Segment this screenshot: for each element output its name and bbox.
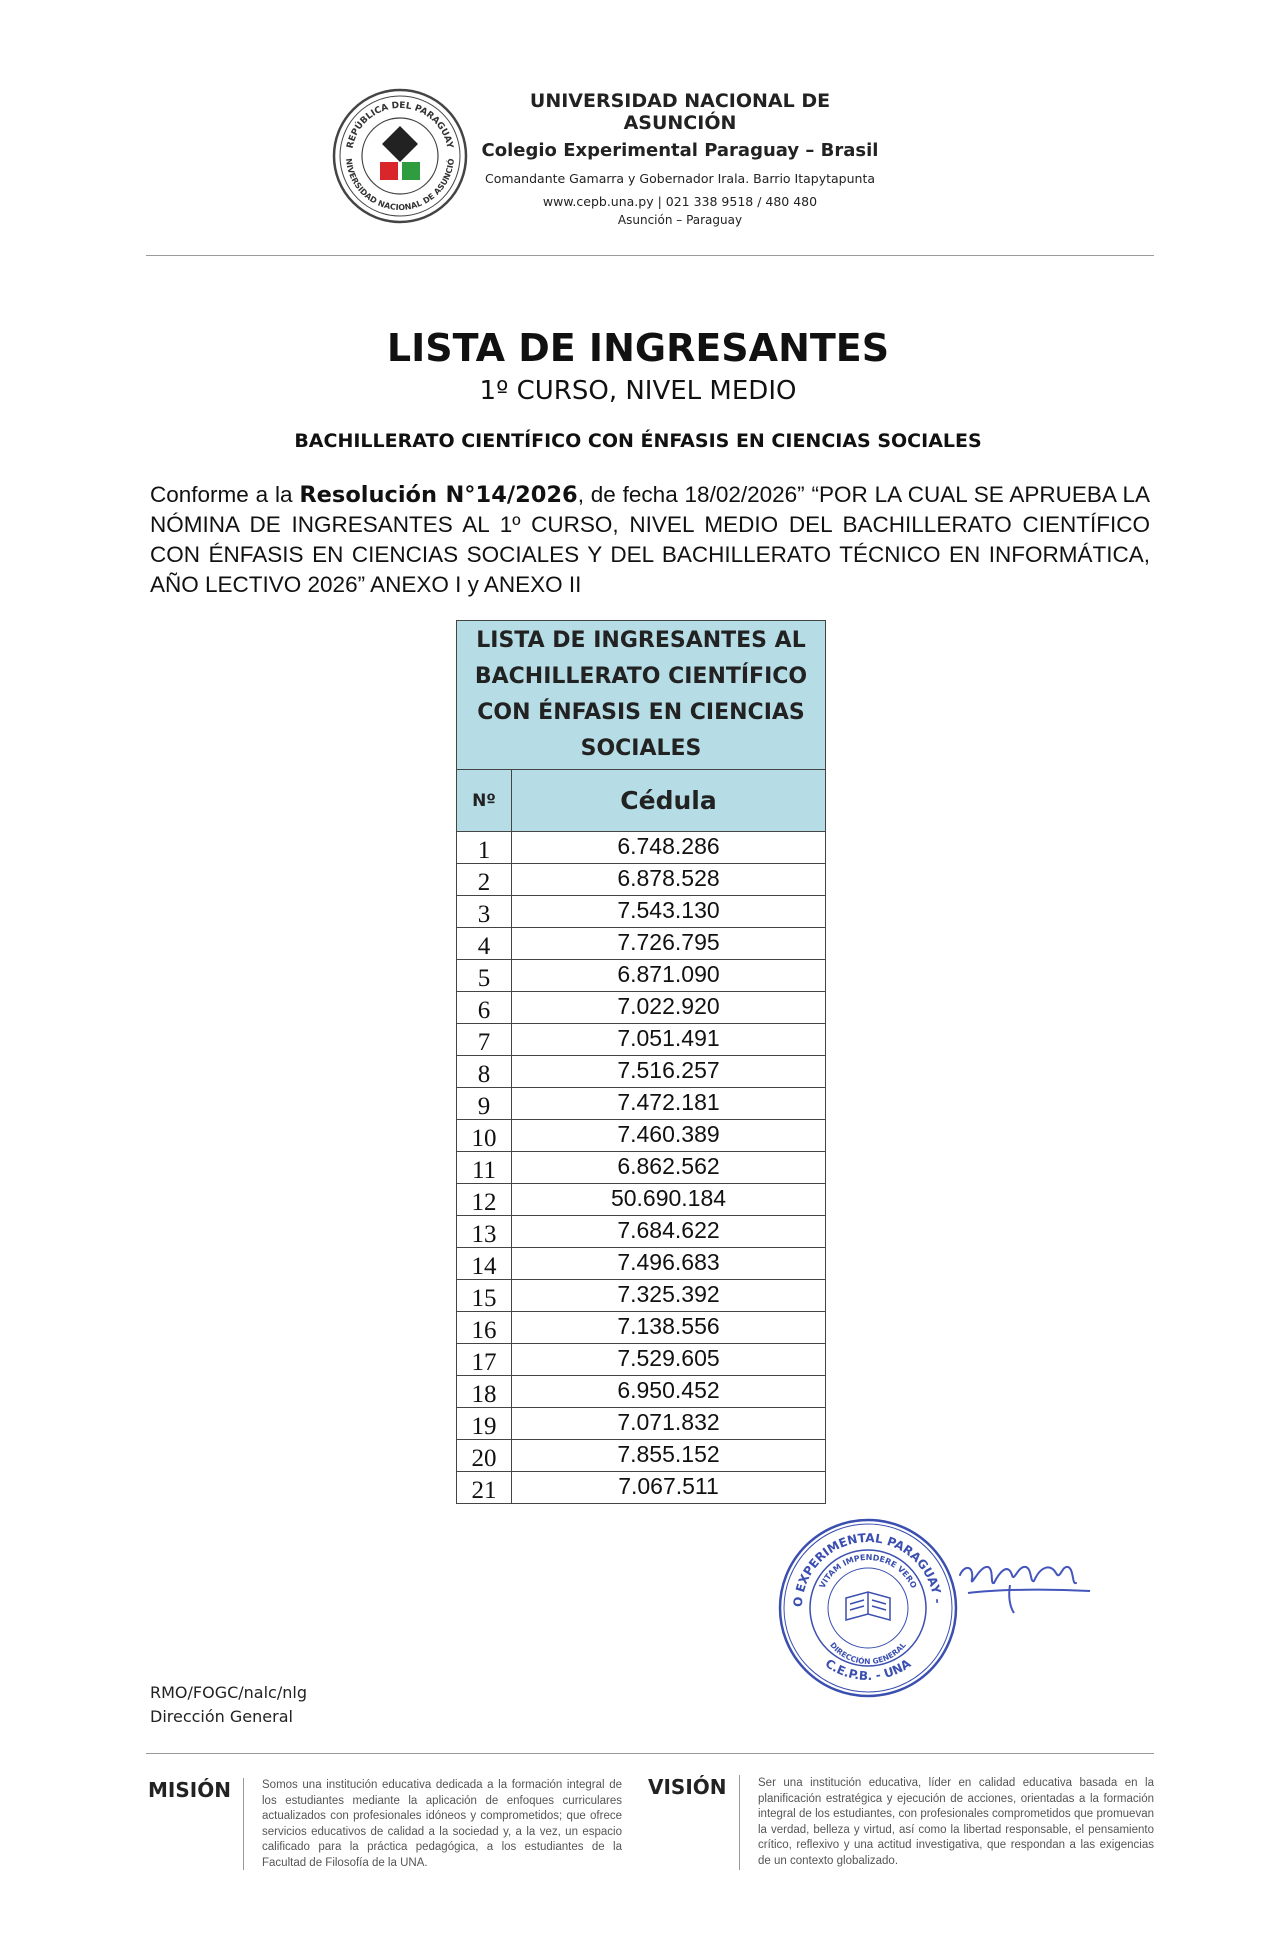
- svg-text:REPÚBLICA DEL PARAGUAY: REPÚBLICA DEL PARAGUAY: [345, 100, 455, 150]
- row-number: 1: [457, 832, 512, 864]
- program-title: BACHILLERATO CIENTÍFICO CON ÉNFASIS EN CIENCIAS SOCIALES: [294, 430, 982, 452]
- row-number: 16: [457, 1312, 512, 1344]
- row-cedula: 7.855.152: [512, 1440, 826, 1472]
- row-cedula: 6.862.562: [512, 1152, 826, 1184]
- svg-text:DIRECCIÓN GENERAL: DIRECCIÓN GENERAL: [828, 1640, 908, 1667]
- table-row: [457, 1056, 826, 1088]
- table-row: [457, 992, 826, 1024]
- row-cedula: 6.748.286: [512, 832, 826, 864]
- row-number: 4: [457, 928, 512, 960]
- table-row: [457, 1088, 826, 1120]
- table-row: [457, 832, 826, 864]
- table-row: [457, 1216, 826, 1248]
- footer-divider: [146, 1753, 1154, 1754]
- row-cedula: 6.871.090: [512, 960, 826, 992]
- row-number: 17: [457, 1344, 512, 1376]
- row-cedula: 7.543.130: [512, 896, 826, 928]
- row-number: 11: [457, 1152, 512, 1184]
- paragraph-rest: , de fecha 18/02/2026” “POR LA CUAL SE APRUEBA LA NÓMINA DE INGRESANTES AL 1º CURSO, NIVEL MEDIO DEL BACHILLERATO CIENTÍFICO CON ÉNFASIS EN CIENCIAS SOCIALES Y DEL BACHILLERATO TÉCNICO EN INFORMÁTICA, AÑO LECTIVO 2026” ANEXO I y ANEXO II: [150, 482, 1150, 597]
- row-cedula: 7.325.392: [512, 1280, 826, 1312]
- vision-label: VISIÓN: [648, 1775, 727, 1799]
- column-header-number: Nº: [457, 770, 512, 832]
- row-cedula: 7.067.511: [512, 1472, 826, 1504]
- resolution-paragraph: [150, 480, 1150, 600]
- row-number: 5: [457, 960, 512, 992]
- table-row: [457, 1184, 826, 1216]
- row-cedula: 7.684.622: [512, 1216, 826, 1248]
- mision-label: MISIÓN: [148, 1778, 231, 1802]
- row-number: 20: [457, 1440, 512, 1472]
- row-number: 3: [457, 896, 512, 928]
- table-header-row: [457, 770, 826, 832]
- table-row: [457, 928, 826, 960]
- row-number: 7: [457, 1024, 512, 1056]
- paragraph-intro: Conforme a la: [150, 482, 300, 507]
- table-row: [457, 1152, 826, 1184]
- row-number: 13: [457, 1216, 512, 1248]
- svg-text:COLEGIO EXPERIMENTAL PARAGUAY: O EXPERIMENTAL PARAGUAY -: [790, 1530, 945, 1608]
- svg-text:VITAM IMPENDERE VERO: VITAM IMPENDERE VERO: [817, 1552, 919, 1590]
- column-header-cedula: Cédula: [512, 770, 826, 832]
- row-cedula: 7.051.491: [512, 1024, 826, 1056]
- row-cedula: 7.022.920: [512, 992, 826, 1024]
- mision-separator: [243, 1778, 244, 1870]
- table-row: [457, 1120, 826, 1152]
- table-row: [457, 1024, 826, 1056]
- row-cedula: 6.950.452: [512, 1376, 826, 1408]
- page-title: LISTA DE INGRESANTES: [386, 326, 890, 370]
- row-number: 18: [457, 1376, 512, 1408]
- row-number: 14: [457, 1248, 512, 1280]
- reference-code: RMO/FOGC/nalc/nlg: [150, 1683, 307, 1702]
- resolution-number: Resolución N°14/2026: [299, 482, 578, 508]
- table-row: [457, 1472, 826, 1504]
- school-address: Comandante Gamarra y Gobernador Irala. Barrio Itapytapunta: [484, 171, 876, 186]
- table-row: [457, 896, 826, 928]
- row-cedula: 7.529.605: [512, 1344, 826, 1376]
- header-divider: [146, 255, 1154, 256]
- institution-header: [480, 90, 880, 227]
- svg-text:UNIVERSIDAD NACIONAL DE ASUNCI: NIVERSIDAD NACIONAL DE ASUNCIÓ: [343, 157, 457, 213]
- mision-text: Somos una institución educativa dedicada a la formación integral de los estudiantes mediante la aplicación de enfoques curriculares actualizados con profesionales idóneos y comprometidos; que ofrece servicios educativos de calidad a la sociedad y, a la vez, un espacio calificado para la práctica pedagógica, a los estudiantes de la Facultad de Filosofía de la UNA.: [262, 1779, 622, 1869]
- row-number: 9: [457, 1088, 512, 1120]
- row-cedula: 7.460.389: [512, 1120, 826, 1152]
- university-seal-logo: [330, 86, 470, 226]
- table-row: [457, 864, 826, 896]
- table-row: [457, 1440, 826, 1472]
- vision-separator: [739, 1775, 740, 1870]
- table-row: [457, 1280, 826, 1312]
- reference-office: Dirección General: [150, 1707, 293, 1726]
- row-number: 2: [457, 864, 512, 896]
- school-city: Asunción – Paraguay: [617, 213, 743, 227]
- row-cedula: 7.516.257: [512, 1056, 826, 1088]
- table-row: [457, 960, 826, 992]
- row-cedula: 6.878.528: [512, 864, 826, 896]
- table-row: [457, 1376, 826, 1408]
- row-cedula: 7.726.795: [512, 928, 826, 960]
- table-row: [457, 1248, 826, 1280]
- row-cedula: 50.690.184: [512, 1184, 826, 1216]
- table-body: [457, 832, 826, 1504]
- table-row: [457, 1408, 826, 1440]
- row-number: 21: [457, 1472, 512, 1504]
- row-cedula: 7.496.683: [512, 1248, 826, 1280]
- university-name: UNIVERSIDAD NACIONAL DE ASUNCIÓN: [529, 90, 831, 134]
- row-number: 10: [457, 1120, 512, 1152]
- school-name: Colegio Experimental Paraguay – Brasil: [481, 140, 879, 161]
- row-cedula: 7.071.832: [512, 1408, 826, 1440]
- table-caption: LISTA DE INGRESANTES AL BACHILLERATO CIENTÍFICO CON ÉNFASIS EN CIENCIAS SOCIALES: [457, 621, 826, 770]
- row-number: 15: [457, 1280, 512, 1312]
- table-row: [457, 1344, 826, 1376]
- row-cedula: 7.472.181: [512, 1088, 826, 1120]
- official-stamp: [776, 1516, 960, 1700]
- page-subtitle: 1º CURSO, NIVEL MEDIO: [479, 376, 797, 406]
- table-row: [457, 1312, 826, 1344]
- director-signature: [950, 1545, 1100, 1620]
- admitted-students-table: [456, 620, 826, 1504]
- row-cedula: 7.138.556: [512, 1312, 826, 1344]
- row-number: 6: [457, 992, 512, 1024]
- row-number: 8: [457, 1056, 512, 1088]
- vision-text: Ser una institución educativa, líder en calidad educativa basada en la planificación estratégica y ejecución de acciones, orientadas a la formación integral de los estudiantes, con profesionales comprometidos que promuevan la verdad, belleza y virtud, así como la libertad responsable, el pensamiento crítico, reflexivo y una actitud investigativa, que respondan a las exigencias de un contexto globalizado.: [758, 1777, 1154, 1867]
- school-contact: www.cepb.una.py | 021 338 9518 / 480 480: [542, 194, 818, 209]
- svg-text:C.E.P.B. - UNA: C.E.P.B. - UNA: [822, 1656, 914, 1684]
- row-number: 12: [457, 1184, 512, 1216]
- row-number: 19: [457, 1408, 512, 1440]
